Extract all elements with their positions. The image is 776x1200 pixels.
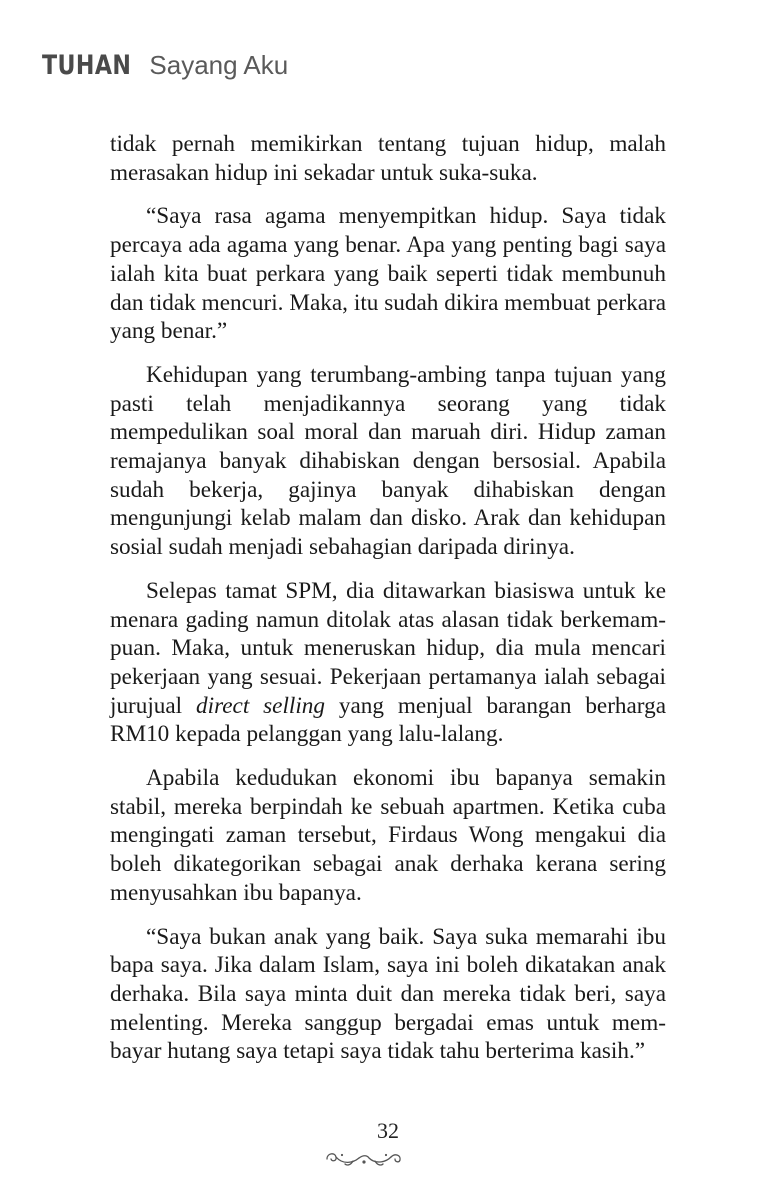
paragraph	[110, 923, 666, 1067]
paragraph	[110, 764, 666, 908]
book-title-subtitle: Sayang Aku	[149, 50, 289, 80]
paragraph	[110, 130, 666, 187]
paragraph-text: Selepas tamat SPM, dia ditawarkan biasiswa untuk ke menara gading namun ditolak atas alasan tidak berkemampuan. Maka, untuk meneruskan hidup, dia mula mencari pekerjaan yang sesuai. Pekerjaan pertamanya ialah sebagai jurujual	[110, 577, 666, 719]
paragraph-text: yang menjual barangan berharga RM10 kepada pelanggan yang lalu-lalang.	[110, 692, 666, 748]
paragraph-text: “Saya bukan anak yang baik. Saya suka memarahi ibu bapa saya. Jika dalam Islam, saya ini boleh dikatakan anak derhaka. Bila saya minta duit dan mereka tidak beri, saya melenting. Mereka sanggup bergadai emas untuk membayar hutang saya tetapi saya tidak tahu berterima kasih.”	[110, 923, 666, 1065]
paragraph	[110, 361, 666, 562]
paragraph-text: “Saya rasa agama menyempitkan hidup. Saya tidak percaya ada agama yang benar. Apa yang penting bagi saya ialah kita buat perkara yang baik seperti tidak membunuh dan tidak mencuri. Maka, itu sudah dikira membuat perkara yang benar.”	[110, 203, 666, 345]
paragraph-text: Kehidupan yang terumbang-ambing tanpa tujuan yang pasti telah menjadikannya seorang yang tidak mempedulikan soal moral dan maruah diri. Hidup zaman remajanya banyak dihabiskan dengan bersosial. Apabila sudah bekerja, gajinya banyak dihabiskan dengan mengunjungi kelab malam dan disko. Arak dan kehidupan sosial sudah menjadi sebahagian daripada dirinya.	[110, 361, 666, 561]
swirl-ornament-icon	[323, 1147, 405, 1169]
italic-term: direct selling	[196, 692, 325, 719]
book-title-brand: TUHAN	[42, 50, 132, 81]
paragraph-text: Apabila kedudukan ekonomi ibu bapanya semakin stabil, mereka berpindah ke sebuah apartmen. Ketika cuba mengingati zaman tersebut, Firdaus Wong mengakui dia boleh dikategorikan sebagai anak derhaka kerana sering menyusahkan ibu bapanya.	[110, 765, 666, 906]
paragraph	[110, 202, 666, 346]
paragraph-text: tidak pernah memikirkan tentang tujuan hidup, malah merasakan hidup ini sekadar untuk suka-suka.	[110, 131, 666, 186]
body-text	[110, 130, 666, 1081]
running-header	[42, 50, 288, 81]
paragraph	[110, 577, 666, 749]
page-number: 32	[377, 1118, 399, 1143]
